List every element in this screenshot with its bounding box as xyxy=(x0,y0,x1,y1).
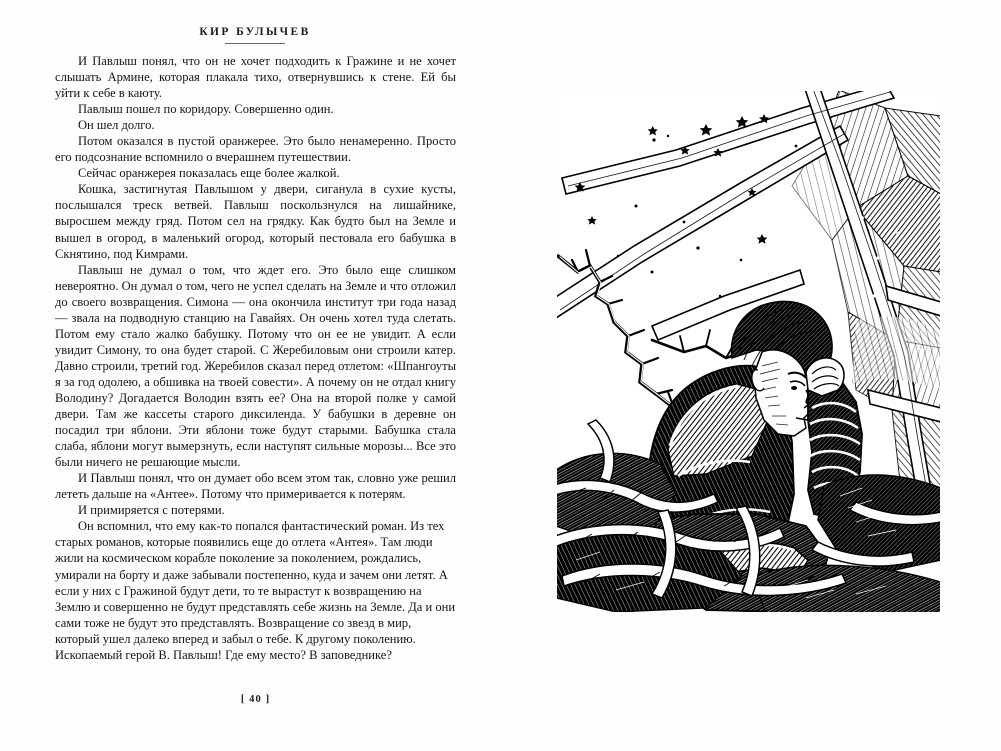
illustration-artwork xyxy=(556,90,941,613)
body-paragraph: Павлыш не думал о том, что ждет его. Это было еще слишком невероятно. Он думал о том, чего не успел сделать на Земле и что отложил до своего возвращения. Симона — она окончила институт три года назад — звала на подводную станцию на Гавайях. Он очень хотел туда слетать. Потом ему стало жалко бабушку. Потому что он ее не увидит. А если увидит Симону, то она будет старой. С Жеребиловым они строили катер. Давно строили, третий год. Жеребилов сказал перед отлетом: «Шпангоуты я за год одолею, а обшивка на твоей совести». А почему он не отдал книгу Володину? Догадается Володин взять ее? Она на второй полке у самой двери. Там же кассеты старого диксиленда. У бабушки в деревне он посадил три яблони. Эти яблони тоже будут старыми. Бабушка стала слаба, яблони могут вымерзнуть, если наступят сильные морозы... Все это были ничего не решающие мысли. xyxy=(55,262,456,470)
running-head xyxy=(55,26,455,44)
body-paragraph: Кошка, застигнутая Павлышом у двери, сиганула в сухие кусты, послышался треск ветвей. Павлыш поскользнулся на лишайнике, выросшем между гряд. Потом сел на грядку. Как будто был на Земле и вышел в огород, в маленький огород, который пестовала его бабушка в Скнятино, под Кимрами. xyxy=(55,182,456,261)
body-paragraph: Он вспомнил, что ему как-то попался фантастический роман. Из тех старых романов, которые появились еще до отлета «Антея». Там люди жили на космическом корабле поколение за поколением, рождались, умирали на борту и даже забывали постепенно, куда и зачем они летят. А если у них с Гражиной будут дети, то те вырастут к возвращению на Землю и совершенно не будут представлять себе жизнь на Земле. Да и они сами тоже не будут это представлять. Возвращение со звезд в мир, который ушел далеко вперед и забыл о тебе. К другому поколению. Ископаемый герой В. Павлыш! Где ему место? В заповеднике? xyxy=(55,519,456,662)
page-number: [ 40 ] xyxy=(240,694,271,705)
body-paragraph: Сейчас оранжерея показалась еще более жалкой. xyxy=(78,166,340,181)
body-paragraph: И примиряется с потерями. xyxy=(78,503,225,518)
body-paragraph: Павлыш пошел по коридору. Совершенно один. xyxy=(78,102,334,117)
chapter-illustration xyxy=(556,90,941,613)
body-paragraph: Потом оказался в пустой оранжерее. Это было ненамеренно. Просто его подсознание вспомнило о вчерашнем путешествии. xyxy=(55,134,456,165)
running-head-rule xyxy=(225,43,285,44)
body-paragraph: И Павлыш понял, что он не хочет подходить к Гражине и не хочет слышать Армине, которая плакала тихо, отвернувшись к стене. Ей бы уйти к себе в каюту. xyxy=(55,54,456,101)
body-paragraph: И Павлыш понял, что он думает обо всем этом так, словно уже решил лететь дальше на «Антее». Потому что примеривается к потерям. xyxy=(55,471,456,502)
body-text-column xyxy=(55,53,456,663)
running-head-title: КИР БУЛЫЧЕВ xyxy=(199,26,311,38)
body-paragraph: Он шел долго. xyxy=(78,118,155,133)
